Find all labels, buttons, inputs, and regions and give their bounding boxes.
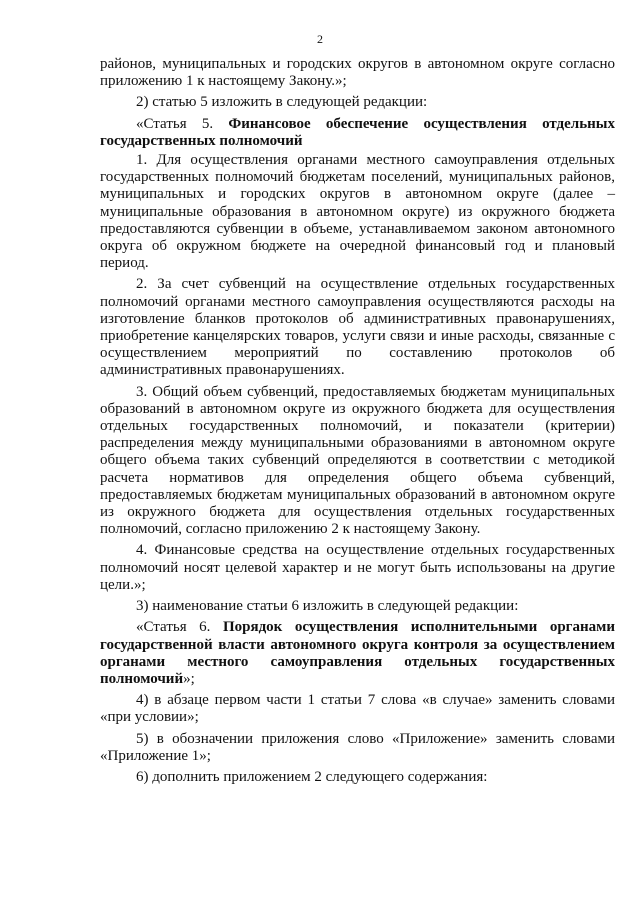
paragraph-item-3: 3) наименование статьи 6 изложить в следующей редакции: bbox=[136, 598, 519, 615]
article-6-title: Порядок осуществления исполнительными органами государственной власти автономного округа контроля за осуществлением органами местного самоуправления отдельных государственных полномочий bbox=[100, 619, 615, 687]
paragraph-continuation: районов, муниципальных и городских округов в автономном округе согласно приложению 1 к настоящему Закону.»; bbox=[100, 56, 615, 90]
article-5-prefix: «Статья 5. bbox=[136, 115, 229, 132]
article-5-part-1: 1. Для осуществления органами местного самоуправления отдельных государственных полномочий бюджетам поселений, муниципальных районов, муниципальных и городских округов в автономном округе (далее – муниципальные образования в автономном округе) из окружного бюджета предоставляются субвенции в объеме, устанавливаемом законом автономного округа об окружном бюджете на очередной финансовый год и плановый период. bbox=[100, 152, 615, 272]
article-5-part-3: 3. Общий объем субвенций, предоставляемых бюджетам муниципальных образований в автономном округе из окружного бюджета для осуществления отдельных государственных полномочий, и показатели (критерии) распределения между муниципальными образованиями в автономном округе общего объема таких субвенций определяются в соответствии с методикой расчета нормативов для определения общего объема субвенций, предоставляемых бюджетам муниципальных образований в автономном округе из окружного бюджета для осуществления отдельных государственных полномочий, согласно приложению 2 к настоящему Закону. bbox=[100, 383, 615, 538]
document-body bbox=[100, 56, 615, 790]
article-5-part-4: 4. Финансовые средства на осуществление отдельных государственных полномочий носят целевой характер и не могут быть использованы на другие цели.»; bbox=[100, 542, 615, 593]
paragraph-item-4: 4) в абзаце первом части 1 статьи 7 слова «в случае» заменить словами «при условии»; bbox=[100, 692, 615, 726]
paragraph-item-6: 6) дополнить приложением 2 следующего содержания: bbox=[136, 768, 488, 785]
paragraph-item-2: 2) статью 5 изложить в следующей редакции: bbox=[136, 94, 428, 111]
article-6-prefix: «Статья 6. bbox=[136, 619, 223, 636]
page-number: 2 bbox=[317, 32, 323, 46]
article-5-title: Финансовое обеспечение осуществления отдельных государственных полномочий bbox=[100, 115, 615, 149]
article-5-heading bbox=[100, 116, 615, 150]
article-6-heading bbox=[100, 619, 615, 688]
paragraph-item-5: 5) в обозначении приложения слово «Приложение» заменить словами «Приложение 1»; bbox=[100, 730, 615, 764]
article-5-part-2: 2. За счет субвенций на осуществление отдельных государственных полномочий органами местного самоуправления осуществляются расходы на изготовление бланков протоколов об административных правонарушениях, приобретение канцелярских товаров, услуги связи и иные расходы, связанные с осуществлением мероприятий по составлению протоколов об административных правонарушениях. bbox=[100, 276, 615, 379]
article-6-suffix: »; bbox=[183, 670, 195, 687]
